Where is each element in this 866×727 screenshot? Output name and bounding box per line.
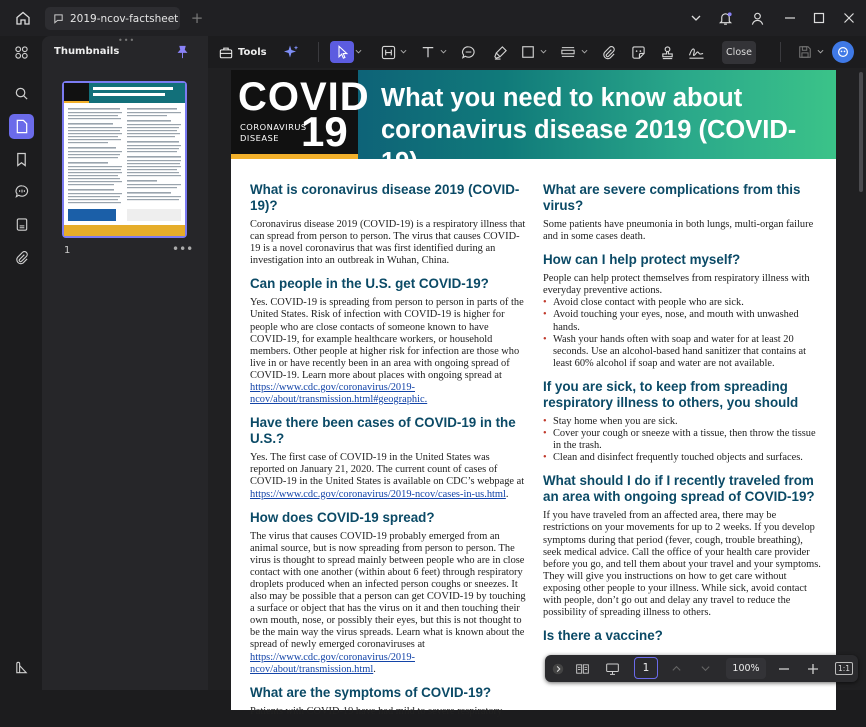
- collapse-arrow-icon[interactable]: [549, 658, 567, 679]
- chevron-down-icon[interactable]: [440, 48, 446, 54]
- close-tools-button[interactable]: Close: [722, 41, 756, 64]
- chevron-down-icon[interactable]: [355, 48, 361, 54]
- page-navigation-bar: [545, 655, 858, 682]
- section-paragraph: Coronavirus disease 2019 (COVID-19) is a respiratory illness that can spread from person to person. The virus that causes COVID-19 is a novel coronavirus that was first identified during an investigation into an outbreak in Wuhan, China.: [250, 219, 526, 267]
- previous-page-icon[interactable]: [666, 658, 686, 679]
- page-thumbnails-icon[interactable]: [9, 114, 34, 139]
- thumbnail-preview: [64, 83, 185, 236]
- chevron-down-icon[interactable]: [540, 48, 546, 54]
- covid-logo: COVID CORONAVIRUS DISEASE 19: [231, 70, 358, 159]
- list-item: • Cover your cough or sneeze with a tissue, then throw the tissue in the trash.: [543, 428, 821, 452]
- list-item: • Wash your hands often with soap and water for at least 20 seconds. Use an alcohol-based hand sanitizer that contains at least 60% alcohol if soap and water are not available.: [543, 334, 821, 370]
- page-thumbnail[interactable]: [62, 81, 187, 238]
- next-page-icon[interactable]: [695, 658, 715, 679]
- assistant-avatar-icon[interactable]: [832, 41, 854, 63]
- search-icon[interactable]: [9, 81, 34, 106]
- tab-title: 2019-ncov-factsheet: [70, 12, 179, 25]
- notification-bell-icon[interactable]: [712, 6, 738, 30]
- comment-icon: [53, 13, 64, 24]
- account-icon[interactable]: [744, 6, 770, 30]
- comment-icon[interactable]: [456, 41, 480, 63]
- list-item: • Avoid close contact with people who are sick.: [543, 297, 821, 309]
- attachment-icon[interactable]: [596, 41, 620, 63]
- pin-icon[interactable]: [173, 43, 191, 61]
- bullet-list: [543, 297, 821, 370]
- tools-label: Tools: [238, 46, 267, 58]
- section-heading: What are the symptoms of COVID-19?: [250, 684, 492, 700]
- highlighter-icon[interactable]: [488, 41, 512, 63]
- section-heading: How does COVID-19 spread?: [250, 509, 435, 525]
- minimize-icon[interactable]: [777, 6, 803, 30]
- close-window-icon[interactable]: [836, 6, 862, 30]
- stamp-icon[interactable]: [655, 41, 679, 63]
- toolbox-icon: [219, 46, 233, 59]
- text-tool-icon[interactable]: [416, 41, 440, 63]
- document-title: What you need to know about coronavirus disease 2019 (COVID-19): [381, 84, 797, 176]
- panel-resize-grip[interactable]: •••: [118, 36, 136, 45]
- more-options-icon[interactable]: •••: [172, 242, 194, 256]
- ai-sparkle-icon[interactable]: [279, 41, 303, 63]
- select-cursor-icon[interactable]: [330, 41, 354, 63]
- list-item: • Avoid touching your eyes, nose, and mouth with unwashed hands.: [543, 309, 821, 333]
- presentation-icon[interactable]: [600, 658, 624, 679]
- cases-in-us-link[interactable]: https://www.cdc.gov/coronavirus/2019-ncov/cases-in-us.html: [250, 488, 506, 500]
- stamp-icon[interactable]: [9, 212, 34, 237]
- tools-button[interactable]: [214, 40, 268, 64]
- section-heading: If you are sick, to keep from spreading respiratory illness to others, you should: [543, 378, 799, 410]
- chevron-down-icon[interactable]: [817, 48, 823, 54]
- section-paragraph: Yes. COVID-19 is spreading from person to person in parts of the United States. Risk of infection with COVID-19 is higher for people who are close contacts of someone known to have COVID-19, for example healthcare workers, or household members. Other people at higher risk for infection are those who live in or have recently been in an area with ongoing spread of COVID-19. Learn more about places with ongoing spread at https://www.cdc.gov/coronavirus/2019-ncov/about/transmission.html#geographic.: [250, 297, 524, 406]
- form-field-icon[interactable]: [556, 41, 580, 63]
- sidebar-toggle-icon[interactable]: [9, 655, 34, 680]
- signature-icon[interactable]: [684, 41, 708, 63]
- vertical-scrollbar[interactable]: [859, 72, 863, 192]
- chevron-down-icon[interactable]: [683, 6, 709, 30]
- section-paragraph: People can help protect themselves from respiratory illness with everyday preventive actions.: [543, 273, 810, 297]
- list-item: • Clean and disinfect frequently touched objects and surfaces.: [543, 452, 821, 464]
- section-heading: Is there a vaccine?: [543, 628, 663, 644]
- sticker-icon[interactable]: [626, 41, 650, 63]
- section-paragraph: The virus that causes COVID-19 probably emerged from an animal source, but is now spreading from person to person. The virus is thought to spread mainly between people who are in close contact with one another (within about 6 feet) through respiratory droplets produced when an infected person coughs or sneezes. It also may be possible that a person can get COVID-19 by touching a surface or object that has the virus on it and then touching their own mouth, nose, or possibly their eyes, but this is not thought to be the main way the virus spreads. Learn what is known about the spread of newly emerged coronaviruses at https://www.cdc.gov/coronavirus/2019-ncov/about/transmission.html.: [250, 530, 526, 675]
- list-item: • Stay home when you are sick.: [543, 416, 821, 428]
- attachment-icon[interactable]: [9, 245, 34, 270]
- thumbnail-page-number: 1: [64, 245, 71, 256]
- section-paragraph: Yes. The first case of COVID-19 in the United States was reported on January 21, 2020. The current count of cases of COVID-19 in the United States is available on CDC’s webpage at https://www.cdc.gov/coronavirus/2019-ncov/cases-in-us.html.: [250, 452, 525, 500]
- section-paragraph: Some patients have pneumonia in both lungs, multi-organ failure and in some cases death.: [543, 219, 814, 243]
- edit-text-box-icon[interactable]: [376, 41, 400, 63]
- toolbar-separator: [780, 42, 781, 62]
- section-heading: What should I do if I recently traveled from an area with ongoing spread of COVID-19?: [543, 473, 815, 505]
- bookmark-icon[interactable]: [9, 147, 34, 172]
- save-icon[interactable]: [793, 41, 817, 63]
- pdf-page[interactable]: [231, 70, 836, 717]
- title-bar: [0, 0, 866, 36]
- zoom-level[interactable]: 100%: [726, 658, 766, 679]
- main-toolbar: [208, 36, 866, 68]
- section-heading: Can people in the U.S. get COVID-19?: [250, 276, 489, 292]
- section-paragraph: If you have traveled from an affected area, there may be restrictions on your movements for up to 2 weeks. If you develop symptoms during that period (fever, cough, trouble breathing), seek medical advice. Call the office of your health care provider before you go, and tell them about your travel and your symptoms. They will give you instructions on how to get care without exposing other people to your illness. While sick, avoid contact with people, don’t go out and delay any travel to reduce the possibility of spreading illness to others.: [543, 510, 821, 619]
- left-rail: [0, 36, 42, 690]
- page-number-input[interactable]: 1: [634, 657, 658, 679]
- actual-size-button[interactable]: 1:1: [834, 658, 854, 679]
- section-heading: What is coronavirus disease 2019 (COVID-19)?: [250, 182, 520, 213]
- apps-grid-icon[interactable]: [9, 40, 34, 65]
- section-paragraph: Patients with COVID-19 have had mild to severe respiratory: [250, 705, 503, 717]
- toolbar-separator: [318, 42, 319, 62]
- thumbnails-header: Thumbnails: [54, 46, 120, 57]
- right-column: [543, 182, 821, 649]
- chevron-down-icon[interactable]: [581, 48, 587, 54]
- zoom-out-icon[interactable]: [774, 658, 794, 679]
- maximize-icon[interactable]: [806, 6, 832, 30]
- transmission-geographic-link[interactable]: https://www.cdc.gov/coronavirus/2019-ncov/about/transmission.html#geographic.: [250, 382, 428, 406]
- reading-mode-icon[interactable]: [570, 658, 594, 679]
- chevron-down-icon[interactable]: [400, 48, 406, 54]
- section-heading: What are severe complications from this virus?: [543, 182, 801, 213]
- header-banner: [231, 70, 836, 176]
- section-heading: Have there been cases of COVID-19 in the U.S.?: [250, 415, 516, 447]
- section-heading: How can I help protect myself?: [543, 252, 741, 268]
- zoom-in-icon[interactable]: [803, 658, 823, 679]
- shape-rectangle-icon[interactable]: [516, 41, 540, 63]
- left-column: [250, 182, 526, 727]
- document-tab[interactable]: [45, 7, 180, 30]
- document-viewer[interactable]: [208, 68, 866, 717]
- transmission-link[interactable]: https://www.cdc.gov/coronavirus/2019-ncov/about/transmission.html: [250, 651, 415, 675]
- comments-icon[interactable]: [9, 179, 34, 204]
- bullet-list: [543, 416, 821, 464]
- new-tab-plus-icon[interactable]: +: [190, 9, 204, 27]
- thumbnails-panel: [42, 36, 208, 690]
- home-icon[interactable]: [10, 6, 36, 30]
